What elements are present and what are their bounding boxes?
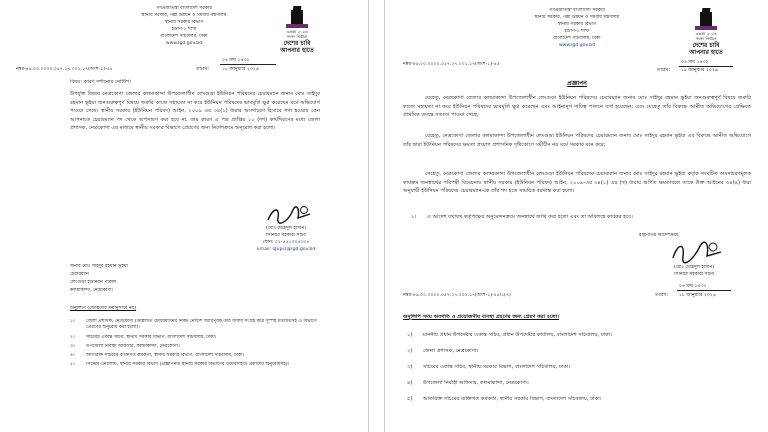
cc-heading: অনুলিপি সদয় অবগতি ও প্রয়োজনীয় ব্যবস্থা গ্রহণের জন্য প্রেরণ করা হলো। [403, 314, 560, 320]
website-link[interactable]: www.lgd.gov.bd [558, 43, 596, 48]
govt-header-line-4: ইউপি-১ শাখা [564, 29, 590, 34]
subject-line: বিষয়: কারণ দর্শানোর নোটিশ। [70, 79, 131, 85]
signatory-title: সিনিয়র সহকারী সচিব [266, 233, 306, 238]
cc-number: ৩) [407, 364, 413, 370]
signatory-title: সিনিয়র সহকারী সচিব [674, 272, 714, 277]
order-authority: রাষ্ট্রপতির আদেশক্রমে, [639, 233, 680, 238]
cc-number: ৪) [407, 380, 413, 386]
date-english: ১৮ জানুয়ারি ২০২৬ [681, 68, 718, 73]
left-document-page [0, 0, 369, 432]
order-text: এ আদেশ যথাযথ কর্তৃপক্ষের অনুমোদনক্রমে জনস্বার্থে জারি করা হলো এবং তা অবিলম্বে কার্যকর হবে। [427, 214, 633, 220]
recipient-line-1: জনাব মোঃ সাইদুর রহমান ভূইয়া [70, 264, 128, 269]
notice-body: উপর্যুক্ত বিষয়ে নেত্রকোণা জেলার কলমাকান্দা উপজেলাধীন লেংগুড়া ইউনিয়ন পরিষদের চেয়ারম্যান জনাব মোঃ সাইদুর রহমান ভূইয়া জনগুরুত্বপূর্ণ বিষয়ে জরুরি কাজে সহায়তা না করে ইউনিয়ন পরিষদের ভাবমূর্তি ক্ষুণ্ণ করেছেন মর্মে অভিযোগ পাওয়া গেছে। স্থানীয় সরকার (ইউনিয়ন পরিষদ) আইন, ২০০৯ এর ৩৪(১) ধারার অসদাচরণ হিসাবে গণ্য হওয়ায় কেন আপনাকে চেয়ারম্যান পদ থেকে অপসারণ করা হবে না, তার কারণ এ পত্র প্রাপ্তির ১০ (দশ) কার্যদিবসের মধ্যে জেলা প্রশাসক, নেত্রকোণা এর মাধ্যমে স্থানীয় সরকার বিভাগে প্রেরণের জন্য নির্দেশক্রমে অনুরোধ করা হলো। [70, 91, 320, 132]
recipient-line-2: চেয়ারম্যান [70, 272, 89, 277]
date-label: তারিখ: [196, 67, 210, 72]
date2-english: ১৮ জানুয়ারি ২০২৬ [679, 293, 716, 298]
paragraph-3: সেহেতু, নেত্রকোণা জেলার কলমাকান্দা উপজেলাধীন লেংগুড়া ইউনিয়ন পরিষদের চেয়ারম্যান জনাব মোঃ সাইদুর রহমান ভূইয়া কর্তৃক সংঘটিত অসদাচরণমূলক কার্যক্রম জনস্বার্থের পরিপন্থী বিবেচনায় স্থানীয় সরকার (ইউনিয়ন পরিষদ) আইন, ২০০৯-এর ৩৪(১) এর (খ) ধারায় অর্পিত ক্ষমতাবলে তাকে উক্ত আইনের ৩৪(৪) ধারা অনুযায়ী ইউনিয়ন পরিষদের চেয়ারম্যান-কে তাঁর পদ হতে সাময়িক বরখাস্ত করা হলো। [403, 171, 751, 195]
memo-number-2: নম্বর-৪৬.০০.০০০০.০৫৭.২৭.০০১.১৭(অংশ-১)-৫৫/১(৭) [403, 293, 511, 298]
date-label: তারিখ: [657, 68, 671, 73]
cc-item: সচিবের একান্ত সচিব, স্থানীয় সরকার বিভাগ, বাংলাদেশ সচিবালয়, ঢাকা। [423, 364, 571, 370]
cc-number: ১) [407, 332, 413, 338]
date-divider [679, 66, 733, 67]
memo-number: নম্বর-৪৬.০০.০০০০.০৫৭.২৭.০০১.১৭(অংশ-১)-৫৫ [403, 62, 500, 67]
date2-label: তারিখ: [655, 293, 669, 298]
govt-header-line-2: স্থানীয় সরকার, পল্লী উন্নয়ন ও সমবায় মন্ত্রণালয় [141, 13, 227, 18]
cc-item: উপজেলা নির্বাহী অফিসার, কলমাকান্দা, নেত্রকোণা। [423, 380, 529, 386]
recipient-line-3: লেংগুড়া ইউনিয়ন পরিষদ [70, 280, 117, 285]
order-number: ২। [411, 214, 417, 220]
right-document-page [384, 0, 768, 432]
cc-number: ৪। [70, 353, 75, 358]
logo-line-2: সংসদ নির্বাচন [695, 35, 717, 41]
cc-number: ১। [70, 319, 75, 324]
recipient-line-4: কলমাকান্দা, নেত্রকোণা। [70, 288, 114, 293]
date2-divider [677, 290, 731, 291]
govt-header-line-1: গণপ্রজাতন্ত্রী বাংলাদেশ সরকার [156, 6, 212, 11]
govt-header-line-4: ইউপি-১ শাখা [171, 27, 197, 32]
website-link[interactable]: www.lgd.gov.bd [165, 41, 203, 46]
cc-number: ৫) [407, 396, 413, 402]
signature-mark [266, 204, 312, 226]
memo-number: নম্বর-৪৬.০০.০০০০.০৫৭.২৭.০০১.১৭(অংশ-১)-৫৪ [16, 67, 113, 72]
logo-slogan: দেশের চাবি আপনার হাতে [689, 42, 723, 56]
logo-line-2: সংসদ নির্বাচন [286, 33, 308, 39]
logo-slogan: দেশের চাবি আপনার হাতে [280, 40, 314, 54]
signature-mark [671, 240, 723, 264]
paragraph-2: যেহেতু, নেত্রকোণা জেলার কলমাকান্দা উপজেলাধীন লেংগুড়া ইউনিয়ন পরিষদের চেয়ারম্যান জনাব মোঃ সাইদুর রহমান ভূইয়া এর বিরুদ্ধে আনীত অভিযোগে তাঁর দ্বারা ইউনিয়ন পরিষদের ক্ষমতা প্রয়োগ প্রশাসনিক দৃষ্টিকোণে সমীচীন নয় মর্মে সরকার মনে করে; [403, 133, 751, 148]
govt-header-line-1: গণপ্রজাতন্ত্রী বাংলাদেশ সরকার [549, 8, 605, 13]
date-bangla: ০৪ মাঘ ১৪৩২ [681, 60, 709, 65]
signatory-email[interactable]: Email: lgupi1@lgd.gov.bd [256, 247, 316, 252]
cc-item: মাননীয় প্রধান উপদেষ্টার একান্ত সচিব, প্রধান উপদেষ্টার কার্যালয়, বাংলাদেশ সচিবালয়, ঢাকা। [423, 332, 613, 338]
election-logo [280, 10, 314, 56]
notification-title: প্রজ্ঞাপন [567, 80, 587, 87]
signatory-name: (মোঃ মেহেদুল হাসান) [673, 265, 715, 270]
cc-item: সচিবের একান্ত সচিব, স্থানীয় সরকার বিভাগ, বাংলাদেশ সচিবালয়, ঢাকা। [86, 335, 217, 340]
cc-item: সিস্টেম এনালিস্ট, স্থানীয় সরকার বিভাগ (প্রজ্ঞাপনটি স্থানীয় সরকার বিভাগের ওয়েবসাইটে প্রকাশের অনুরোধসহ)। [86, 362, 290, 367]
paragraph-1: যেহেতু, নেত্রকোণা জেলার কলমাকান্দা উপজেলাধীন লেংগুড়া ইউনিয়ন পরিষদের চেয়ারম্যান জনাব মোঃ সাইদুর রহমান ভূইয়া জনগুরুত্বপূর্ণ বিষয়ে জরুরি কাজে সহায়তা না করে ইউনিয়ন পরিষদের ভাবমূর্তি ক্ষুণ্ণ করেছেন এবং আইনানুগ দায়িত্ব পালনে ব্যর্থ হয়েছেন; এবং যেহেতু তাঁর বিরুদ্ধে আনীত অভিযোগের প্রেক্ষিতে প্রাথমিক তদন্তে সত্যতা পাওয়া গেছে; [403, 95, 751, 119]
govt-header-line-3: স্থানীয় সরকার বিভাগ [164, 20, 204, 25]
date-divider [220, 64, 276, 65]
logo-line-1: ৩৩তম ২০২৬ [695, 31, 717, 36]
cc-item: অতিরিক্ত সচিবের ব্যক্তিগত কর্মকর্তা, স্থানীয় সরকার বিভাগ, বাংলাদেশ সচিবালয়, ঢাকা। [86, 353, 245, 358]
govt-header-line-5: বাংলাদেশ সচিবালয়, ঢাকা [553, 36, 601, 41]
cc-item: অতিরিক্ত সচিবের ব্যক্তিগত কর্মকর্তা, স্থানীয় সরকার বিভাগ, বাংলাদেশ সচিবালয়, ঢাকা। [423, 396, 602, 402]
signatory-phone: ফোন: ০২-৫৫১০০৫৩৩৪ [262, 240, 310, 245]
signatory-name: (মোঃ মেহেদুল হাসান) [265, 226, 307, 231]
govt-header-line-5: বাংলাদেশ সচিবালয়, ঢাকা [160, 34, 208, 39]
date-bangla: ০৪ মাঘ ১৪৩২ [222, 58, 250, 63]
election-logo [689, 12, 723, 58]
cc-item: উপজেলা নির্বাহী অফিসার, কলমাকান্দা, নেত্রকোণা। [86, 344, 180, 349]
date-english: ১৮ জানুয়ারি ২০২৬ [222, 67, 259, 72]
cc-item: জেলা প্রশাসক, নেত্রকোণা (উল্লিখিত চেয়ারম্যানের নিকট নোটিশ জারিপূর্বক তার জবাব সংগ্রহ করে সুস্পষ্ট মতামতসহ এ বিভাগে প্রেরণের অনুরোধ করা হলো)। [86, 319, 317, 330]
cc-number: ২) [407, 348, 413, 354]
cc-number: ২। [70, 335, 75, 340]
logo-line-1: ৩৩তম ২০২৬ [286, 29, 308, 34]
cc-number: ৩। [70, 344, 75, 349]
cc-heading: অনুলিপি (জ্যেষ্ঠতার ক্রমানুসারে নয়) [70, 306, 137, 311]
date2-bangla: ০৪ মাঘ ১৪৩২ [679, 284, 707, 289]
cc-number: ৫। [70, 362, 75, 367]
govt-header-line-3: স্থানীয় সরকার বিভাগ [557, 22, 597, 27]
cc-item: জেলা প্রশাসক, নেত্রকোণা। [423, 348, 479, 354]
govt-header-line-2: স্থানীয় সরকার, পল্লী উন্নয়ন ও সমবায় মন্ত্রণালয় [534, 15, 620, 20]
